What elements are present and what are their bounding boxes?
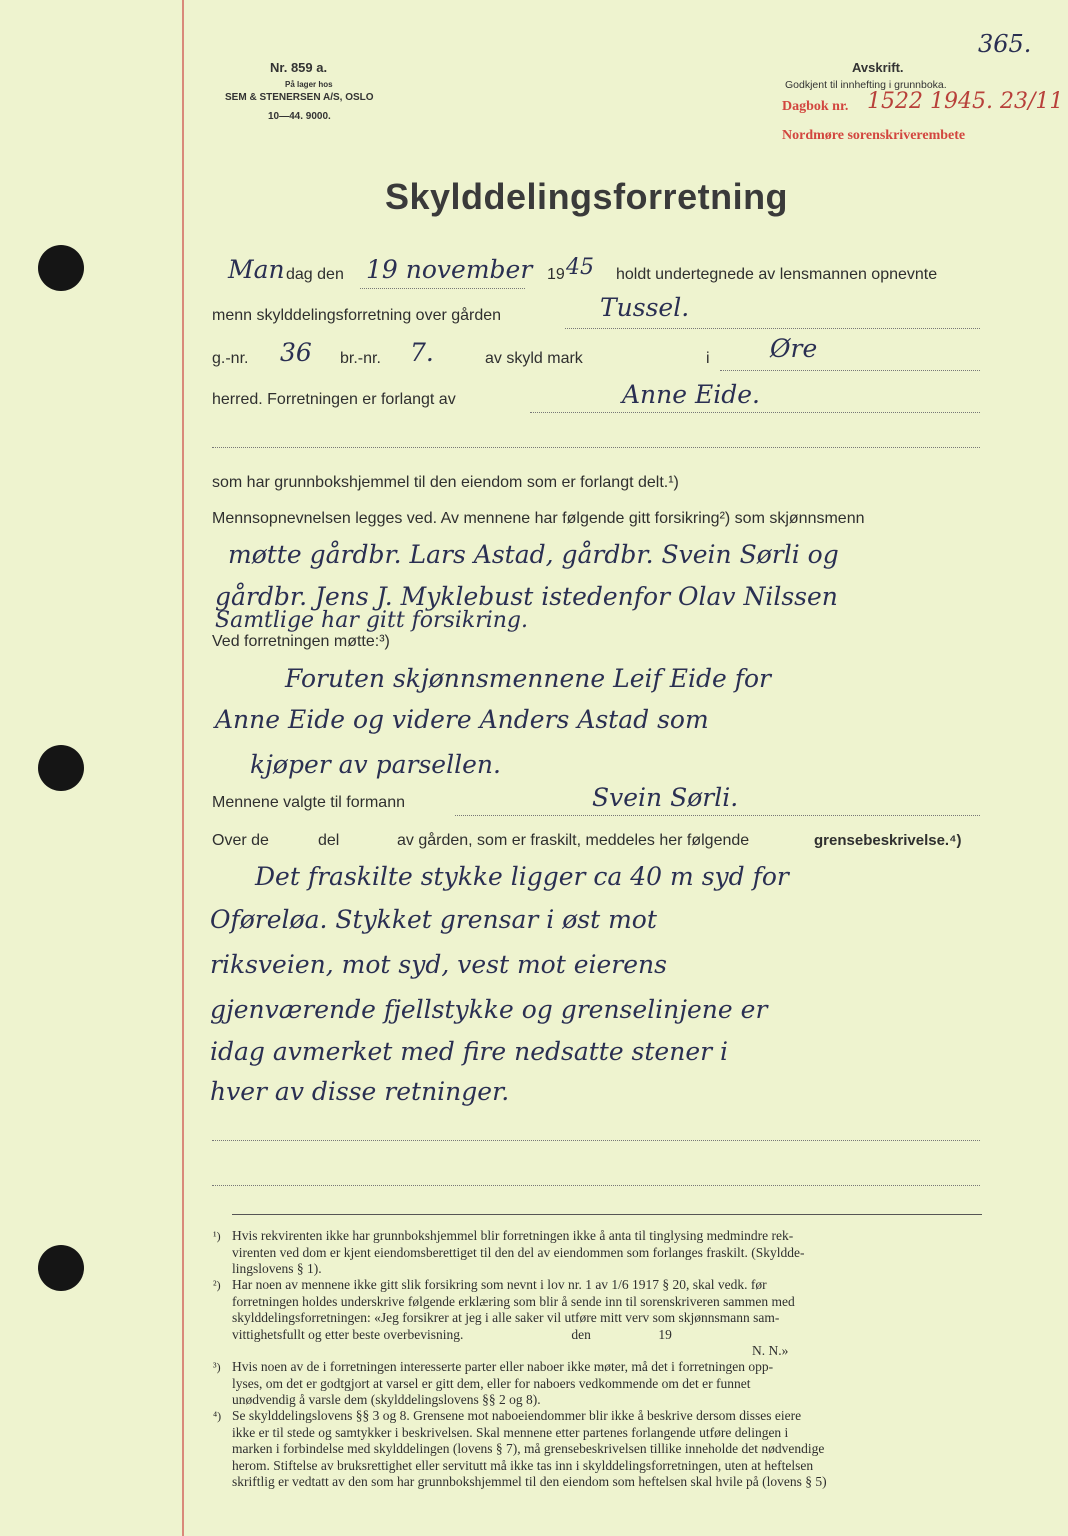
del-label: del xyxy=(318,832,340,849)
attended-line-2: Anne Eide og videre Anders Astad som xyxy=(215,705,709,734)
footnote-2 xyxy=(232,1277,795,1360)
footnote-1-line: lingslovens § 1). xyxy=(232,1261,322,1276)
page-number: 365. xyxy=(978,30,1032,58)
year-suffix: 45 xyxy=(566,255,594,280)
brnr-label: br.-nr. xyxy=(340,350,381,367)
boundary-line-5: idag avmerket med fire nedsatte stener i xyxy=(210,1037,729,1066)
diary-stamp-label: Dagbok nr. xyxy=(782,99,849,114)
farm-line xyxy=(565,328,980,329)
footnote-3-line: unødvendig å varsle dem (skylddelingslovens §§ 2 og 8). xyxy=(232,1392,541,1407)
assurance-line-3: Samtlige har gitt forsikring. xyxy=(215,608,529,633)
footnote-2-line: forretningen holdes underskrive følgende erklæring som blir å sende inn til sorenskriveren sammen med xyxy=(232,1293,795,1309)
municipality: Øre xyxy=(770,334,818,363)
brnr-value: 7. xyxy=(410,338,434,367)
footnote-3-line: lyses, om det er godtgjort at varsel er gitt dem, eller for naboers vedkommende om det er funnet xyxy=(232,1375,751,1391)
diary-stamp-number: 1522 1945. 23/11 xyxy=(867,89,1064,114)
boundary-line-4: gjenværende fjellstykke og grenselinjene er xyxy=(210,995,768,1024)
year-prefix: 19 xyxy=(547,266,565,283)
footnote-2-signature: N. N.» xyxy=(752,1343,789,1358)
blank-line xyxy=(212,447,980,448)
document-title: Skylddelingsforretning xyxy=(385,176,789,217)
footnote-rule xyxy=(232,1214,982,1215)
punch-hole-top xyxy=(38,245,84,291)
i-label: i xyxy=(706,350,710,367)
footnote-2-line: Har noen av mennene ikke gitt slik forsikring som nevnt i lov nr. 1 av 1/6 1917 § 20, skal vedk. før xyxy=(232,1277,767,1292)
mennsopnevnelsen-text: Mennsopnevnelsen legges ved. Av mennene har følgende gitt forsikring²) som skjønnsmenn xyxy=(212,510,865,527)
chairman-label: Mennene valgte til formann xyxy=(212,794,405,811)
hjemmel-text: som har grunnbokshjemmel til den eiendom som er forlangt delt.¹) xyxy=(212,474,679,491)
blank-line-2 xyxy=(212,1140,980,1141)
approval-text: Godkjent til innhefting i grunnboka. xyxy=(785,79,947,91)
footnote-1-line: virenten ved dom er kjent eiendomsberettiget til den del av eiendommen som forlanges fraskilt. (Skyldde- xyxy=(232,1244,805,1260)
attended-label: Ved forretningen møtte:³) xyxy=(212,633,390,650)
grensebeskrivelse-label: grensebeskrivelse.⁴) xyxy=(814,832,962,849)
footnote-4-line: Se skylddelingslovens §§ 3 og 8. Grensene mot naboeiendommer blir ikke å beskrive dersom disses eiere xyxy=(232,1408,802,1423)
form-number: Nr. 859 a. xyxy=(270,60,328,75)
date-line xyxy=(360,288,525,289)
requested-line xyxy=(530,412,980,413)
footnote-1 xyxy=(232,1228,804,1278)
footnote-2-line: vittighetsfullt og etter beste overbevisning. den 19 xyxy=(232,1326,672,1342)
court-stamp: Nordmøre sorenskriverembete xyxy=(782,128,966,143)
footnote-4-number: ⁴) xyxy=(213,1409,222,1423)
publisher-line1: På lager hos xyxy=(285,80,333,89)
weekday: Man xyxy=(228,255,285,284)
blank-line-3 xyxy=(212,1185,980,1186)
footnote-3-line: Hvis noen av de i forretningen interesserte parter eller naboer ikke møter, må det i forretningen opp- xyxy=(232,1359,774,1374)
attended-line-1: Foruten skjønnsmennene Leif Eide for xyxy=(285,664,771,693)
punch-hole-bottom xyxy=(38,1245,84,1291)
boundary-line-2: Oføreløa. Stykket grensar i øst mot xyxy=(210,905,657,934)
footnote-4-line: skriftlig er vedtatt av den som har grunnbokshjemmel til den eiendom som heftelsen skal hvile på (lovens § 5) xyxy=(232,1474,827,1489)
publisher-line2: SEM & STENERSEN A/S, OSLO xyxy=(225,92,374,103)
over-de-label: Over de xyxy=(212,832,269,849)
boundary-line-1: Det fraskilte stykke ligger ca 40 m syd for xyxy=(255,862,789,891)
date: 19 november xyxy=(366,255,533,284)
boundary-line-6: hver av disse retninger. xyxy=(210,1077,510,1106)
footnote-3 xyxy=(232,1359,773,1409)
skyld-label: av skyld mark xyxy=(485,350,583,367)
approval-heading: Avskrift. xyxy=(852,60,904,75)
publisher-line3: 10—44. 9000. xyxy=(268,111,331,122)
footnote-4-line: herom. Stiftelse av bruksrettighet eller servitutt må ikke tas inn i skylddelingsforretningen, uten at heftelsen xyxy=(232,1457,814,1473)
attended-line-3: kjøper av parsellen. xyxy=(250,750,501,779)
footnote-2-line: skylddelingsforretningen: «Jeg forsikrer at jeg i alle saker vil utføre mitt verv som skjønnsmann sam- xyxy=(232,1310,780,1325)
gnr-value: 36 xyxy=(280,338,312,367)
margin-line xyxy=(182,0,184,1536)
boundary-line-3: riksveien, mot syd, vest mot eierens xyxy=(210,950,667,979)
chairman: Svein Sørli. xyxy=(592,783,739,812)
gnr-label: g.-nr. xyxy=(212,350,249,367)
assurance-line-2: gårdbr. Jens J. Myklebust istedenfor Olav Nilssen xyxy=(215,582,838,611)
intro-tail: holdt undertegnede av lensmannen opnevnte xyxy=(616,266,938,283)
municipality-line xyxy=(720,370,980,371)
footnote-4 xyxy=(232,1408,827,1491)
av-gaarden-label: av gården, som er fraskilt, meddeles her følgende xyxy=(397,832,750,849)
punch-hole-middle xyxy=(38,745,84,791)
footnote-1-line: Hvis rekvirenten ikke har grunnbokshjemmel blir forretningen ikke å anta til tinglysing medmindre rek- xyxy=(232,1228,794,1243)
footnote-3-number: ³) xyxy=(213,1360,221,1374)
footnote-2-number: ²) xyxy=(213,1278,221,1292)
herred-label: herred. Forretningen er forlangt av xyxy=(212,391,456,408)
over-gaarden-label: menn skylddelingsforretning over gården xyxy=(212,307,502,324)
assurance-line-1: møtte gårdbr. Lars Astad, gårdbr. Svein Sørli og xyxy=(228,540,839,569)
footnote-4-line: ikke er til stede og samtykker i beskrivelsen. Skal mennene etter partenes forlangende utføre delingen i xyxy=(232,1424,789,1440)
footnote-4-line: marken i forbindelse med skylddelingen (lovens § 7), må grensebeskrivelsen tillike inneholde det nødvendige xyxy=(232,1441,825,1456)
farm-name: Tussel. xyxy=(600,293,690,322)
requested-by: Anne Eide. xyxy=(622,380,760,409)
chairman-line xyxy=(455,815,980,816)
dag-den-label: dag den xyxy=(286,266,344,283)
footnote-1-number: ¹) xyxy=(213,1229,221,1243)
